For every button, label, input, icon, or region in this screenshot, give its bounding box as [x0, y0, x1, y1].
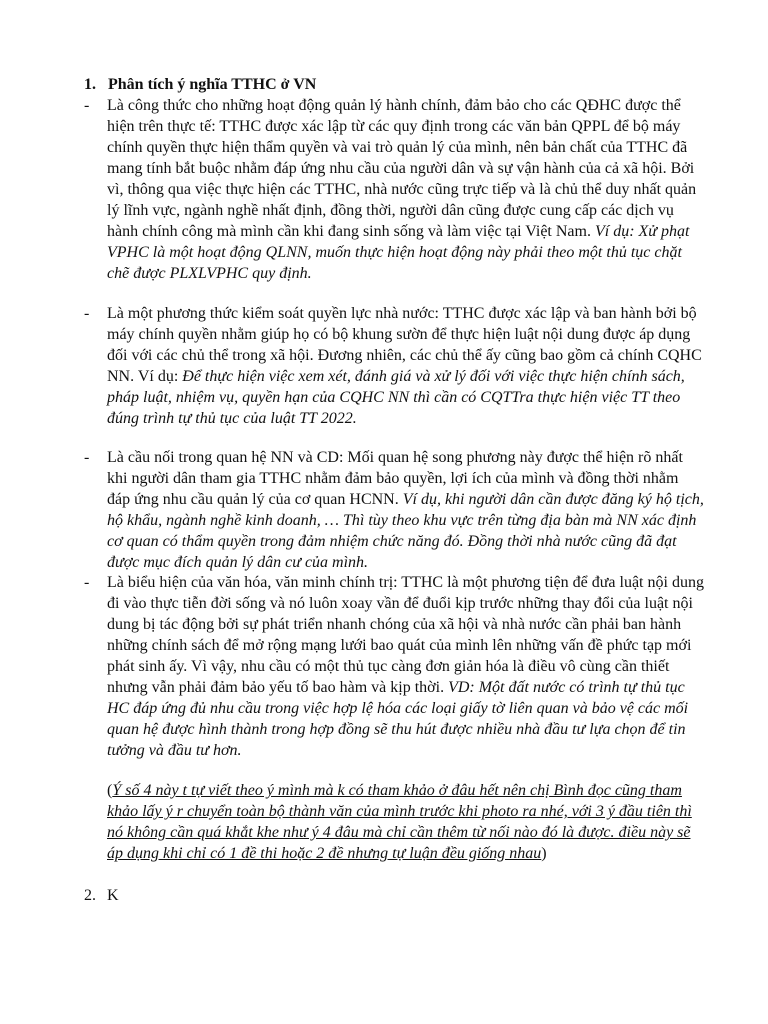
list-item-body [107, 303, 704, 429]
item-text: Là biểu hiện của văn hóa, văn minh chính trị: TTHC là một phương tiện để đưa luật nội dung đi vào thực tiễn đời sống và nó luôn xoay vần để đuổi kịp trước những thay đổi của luật nội dung bị tác động bởi sự phát triển nhanh chóng của xã hội và nhà nước cần phải ban hành những chính sách để mở rộng mạng lưới bao quát của mình lên những vấn đề phức tạp mới phát sinh ấy. Vì vậy, nhu cầu có một thủ tục càng đơn giản hóa là điều vô cùng cần thiết nhưng vẫn phải đảm bảo yếu tố bao hàm và kịp thời. [107, 574, 704, 696]
bullet-dash: - [84, 449, 90, 466]
note-text: Ý số 4 này t tự viết theo ý mình mà k có tham khảo ở đâu hết nên chị Bình đọc cũng tham khảo lấy ý r chuyển toàn bộ thành văn của mình trước khi photo ra nhé, với 3 ý đầu tiên thì nó không cần quá khắt khe như ý 4 đâu mà chỉ cần thêm từ nối nào đó là được. điều này sẽ áp dụng khi chỉ có 1 đề thi hoặc 2 đề nhưng tự luận đều giống nhau [107, 782, 692, 862]
section-1-heading [84, 74, 316, 95]
bullet-dash: - [84, 574, 90, 591]
list-item [84, 447, 704, 573]
item-text: Là công thức cho những hoạt động quản lý hành chính, đảm bảo cho các QĐHC được thể hiện trên thực tế: TTHC được xác lập từ các quy định trong các văn bản QPPL để bộ máy chính quyền thực hiện thẩm quyền và vai trò quản lý của mình, nên bản chất của TTHC đã mang tính bắt buộc nhằm đáp ứng nhu cầu của người dân và sự vận hành của cả xã hội. Bởi vì, thông qua việc thực hiện các TTHC, nhà nước cũng trực tiếp và là chủ thể duy nhất quản lý lĩnh vực, ngành nghề nhất định, đồng thời, người dân cũng được cung cấp các dịch vụ hành chính công mà mình cần khi đang sinh sống và làm việc tại Việt Nam. [107, 97, 697, 240]
section-1-title: Phân tích ý nghĩa TTHC ở VN [108, 76, 317, 93]
item-example: Ví dụ: Xử phạt VPHC là một hoạt động QLNN, muốn thực hiện hoạt động này phải theo một thủ tục chặt chẽ được PLXLVPHC quy định. [107, 223, 690, 282]
list-item-body [107, 572, 704, 761]
bullet-dash: - [84, 97, 90, 114]
list-item-body [107, 447, 704, 573]
section-1-number: 1. [84, 76, 96, 93]
item-text: Là cầu nối trong quan hệ NN và CD: Mối quan hệ song phương này được thể hiện rõ nhất khi người dân tham gia TTHC nhằm đảm bảo quyền, lợi ích của mình và đồng thời nhằm đáp ứng nhu cầu quản lý của cơ quan HCNN. [107, 449, 683, 508]
list-item [84, 95, 704, 284]
note-open-paren: ( [107, 782, 113, 799]
item-example: Ví dụ, khi người dân cần được đăng ký hộ tịch, hộ khẩu, ngành nghề kinh doanh, … Thì tùy theo khu vực trên từng địa bàn mà NN xác định cơ quan có thẩm quyền trong đảm nhiệm chức năng đó. Đồng thời nhà nước cũng đã đạt được mục đích quản lý dân cư của mình. [107, 491, 704, 571]
section-2-heading [84, 885, 119, 906]
section-2-title: K [107, 887, 119, 904]
section-2-number: 2. [84, 887, 96, 904]
item-example: VD: Một đất nước có trình tự thủ tục HC đáp ứng đủ nhu cầu trong việc hợp lệ hóa các loại giấy tờ liên quan và bảo vệ các mối quan hệ được hình thành trong hợp đồng sẽ thu hút được nhiều nhà đầu tư lựa chọn để tin tưởng và đầu tư hơn. [107, 679, 689, 759]
bullet-dash: - [84, 305, 90, 322]
item-example: Để thực hiện việc xem xét, đánh giá và xử lý đối với việc thực hiện chính sách, pháp luật, nhiệm vụ, quyền hạn của CQHC NN thì cần có CQTTra thực hiện việc TT theo đúng trình tự thủ tục của luật TT 2022. [107, 368, 685, 427]
list-item-body [107, 95, 704, 284]
note-close-paren: ) [541, 845, 547, 862]
author-note [107, 780, 703, 864]
list-item [84, 303, 704, 429]
item-text: Là một phương thức kiểm soát quyền lực nhà nước: TTHC được xác lập và ban hành bởi bộ máy chính quyền nhằm giúp họ có bộ khung sườn để thực hiện luật nội dung được áp dụng đối với các chủ thể trong xã hội. Đương nhiên, các chủ thể ấy cũng bao gồm cả chính CQHC NN. Ví dụ: [107, 305, 702, 385]
list-item [84, 572, 704, 761]
